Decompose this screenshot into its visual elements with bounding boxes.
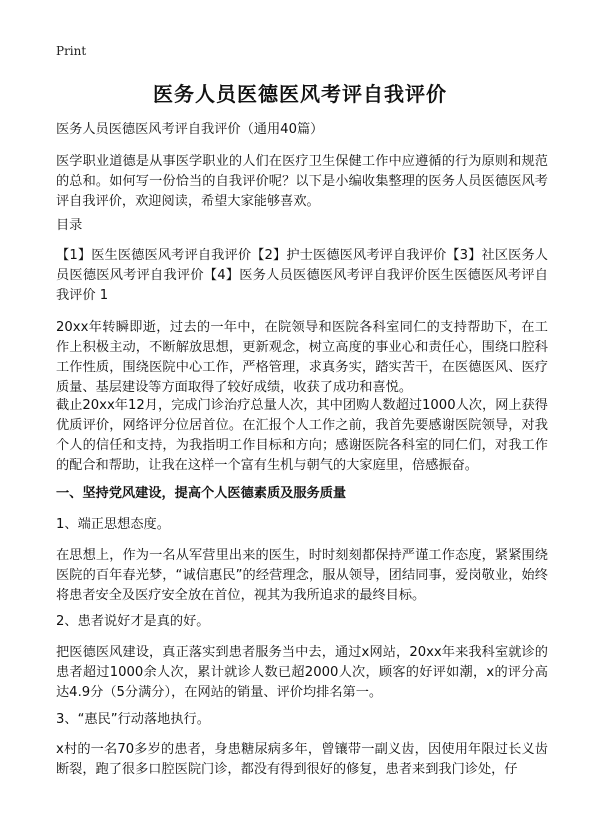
document-subtitle: 医务人员医德医风考评自我评价（通用40篇）	[56, 122, 324, 137]
paragraph-1: 20xx年转瞬即逝，过去的一年中，在院领导和医院各科室同仁的支持帮助下，在工作上积极主动，不断解放思想，更新观念，树立高度的事业心和责任心，围绕口腔科工作性质，围绕医院中心工作，严格管理，求真务实，踏实苦干，在医德医风、医疗质量、基层建设等方面取得了较好成绩，收获了成功和喜悦。	[56, 320, 548, 395]
item-1-label: 1、端正思想态度。	[56, 517, 170, 532]
toc-label: 目录	[56, 218, 83, 233]
item-1-text: 在思想上，作为一名从军营里出来的医生，时时刻刻都保持严谨工作态度，紧紧围绕医院的百年春光梦，“诚信惠民”的经营理念，服从领导，团结同事，爱岗敬业，始终将患者安全及医疗安全放在首位，视其为我所追求的最终目标。	[56, 548, 548, 603]
intro-paragraph: 医学职业道德是从事医学职业的人们在医疗卫生保健工作中应遵循的行为原则和规范的总和。如何写一份恰当的自我评价呢？以下是小编收集整理的医务人员医德医风考评自我评价，欢迎阅读，希望大家能够喜欢。	[56, 154, 548, 209]
paragraph-2: 截止20xx年12月，完成门诊治疗总量人次，其中团购人数超过1000人次，网上获得优质评价，网络评分位居首位。在汇报个人工作之前，我首先要感谢医院领导，对我个人的信任和支持，为我指明工作目标和方向；感谢医院各科室的同仁们，对我工作的配合和帮助，让我在这样一个富有生机与朝气的大家庭里，倍感振奋。	[56, 398, 548, 473]
section-1-heading: 一、坚持党风建设，提高个人医德素质及服务质量	[56, 486, 347, 501]
document-title: 医务人员医德医风考评自我评价	[153, 82, 447, 106]
item-3-label: 3、“惠民”行动落地执行。	[56, 712, 210, 727]
print-label: Print	[56, 44, 87, 58]
toc-text: 【1】医生医德医风考评自我评价【2】护士医德医风考评自我评价【3】社区医务人员医德医风考评自我评价【4】医务人员医德医风考评自我评价医生医德医风考评自我评价 1	[56, 248, 548, 303]
item-2-text: 把医德医风建设，真正落实到患者服务当中去，通过x网站，20xx年来我科室就诊的患者超过1000余人次，累计就诊人数已超2000人次，顾客的好评如潮，x的评分高达4.9分（5分满分），在网站的销量、评价均排名第一。	[56, 645, 548, 700]
item-3-text: x村的一名70多岁的患者，身患糖尿病多年，曾镶带一副义齿，因使用年限过长义齿断裂，跑了很多口腔医院门诊，都没有得到很好的修复，患者来到我门诊处，仔	[56, 742, 548, 777]
item-2-label: 2、患者说好才是真的好。	[56, 614, 210, 629]
